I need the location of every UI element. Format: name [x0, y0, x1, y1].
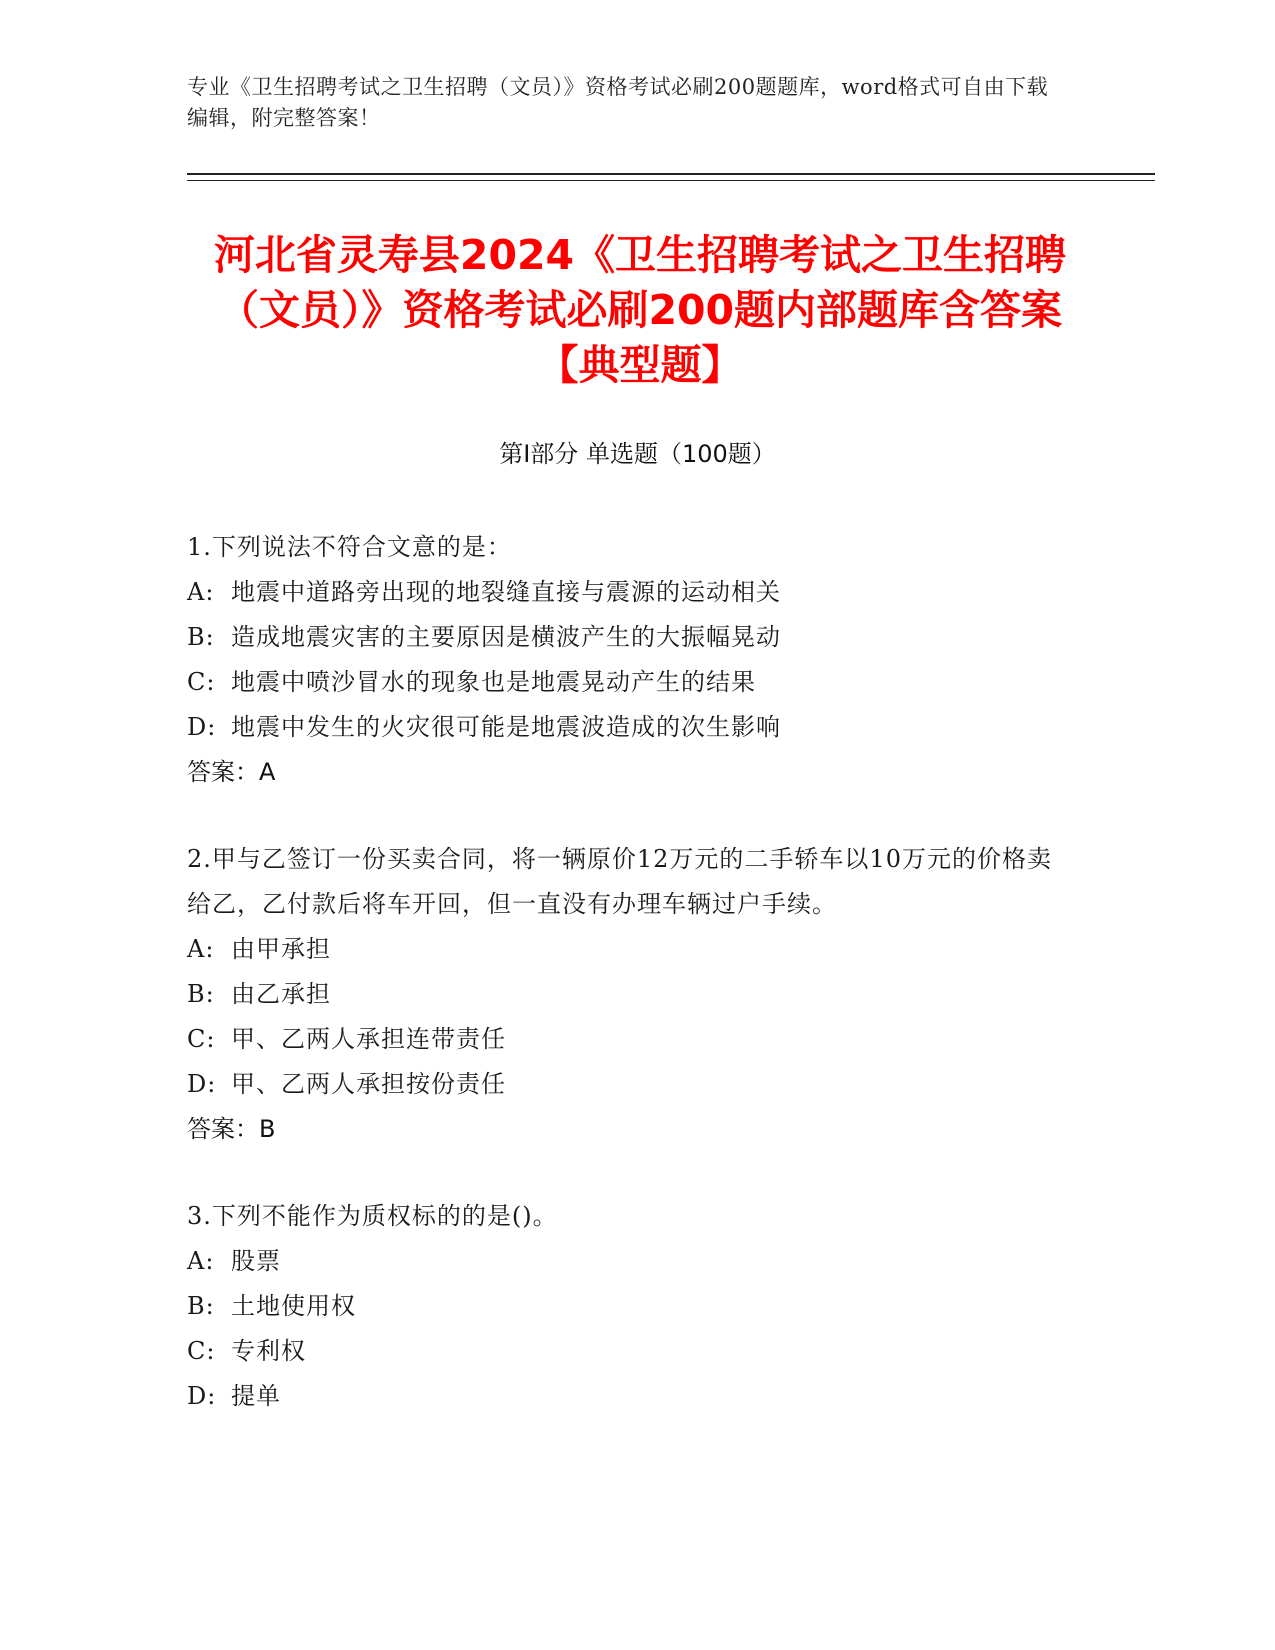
question-text: 3.下列不能作为质权标的的是()。 [187, 1202, 558, 1230]
option-a [187, 1239, 1067, 1284]
question-2 [187, 837, 1067, 1152]
question-1 [187, 525, 1067, 795]
option-text: 地震中发生的火灾很可能是地震波造成的次生影响 [231, 713, 781, 741]
option-letter: A: [187, 1247, 215, 1275]
document-title: 河北省灵寿县2024《卫生招聘考试之卫生招聘（文员）》资格考试必刷200题内部题库含答案【典型题】 [213, 231, 1067, 389]
option-letter: C: [187, 668, 216, 696]
header-note: 专业《卫生招聘考试之卫生招聘（文员）》资格考试必刷200题题库，word格式可自由下载编辑，附完整答案！ [187, 75, 1049, 130]
option-text: 股票 [231, 1247, 281, 1275]
option-letter: B: [187, 980, 215, 1008]
header-rule-thick [187, 173, 1155, 175]
header-rule-thin [187, 180, 1155, 181]
option-text: 地震中道路旁出现的地裂缝直接与震源的运动相关 [231, 578, 781, 606]
answer-value: B [259, 1115, 276, 1143]
option-text: 由甲承担 [231, 935, 331, 963]
option-b [187, 972, 1067, 1017]
option-letter: D: [187, 1382, 217, 1410]
option-letter: C: [187, 1025, 216, 1053]
option-b [187, 1284, 1067, 1329]
option-c [187, 1329, 1067, 1374]
option-letter: D: [187, 1070, 217, 1098]
option-text: 由乙承担 [231, 980, 331, 1008]
option-letter: B: [187, 1292, 215, 1320]
option-text: 土地使用权 [231, 1292, 356, 1320]
option-b [187, 615, 1067, 660]
option-c [187, 1017, 1067, 1062]
option-text: 专利权 [231, 1337, 306, 1365]
option-letter: A: [187, 935, 215, 963]
option-text: 甲、乙两人承担按份责任 [231, 1070, 506, 1098]
option-text: 地震中喷沙冒水的现象也是地震晃动产生的结果 [231, 668, 756, 696]
answer-value: A [259, 758, 276, 786]
section-heading: 第I部分 单选题（100题） [499, 440, 776, 468]
option-text: 甲、乙两人承担连带责任 [231, 1025, 506, 1053]
option-a [187, 570, 1067, 615]
answer-label: 答案： [187, 1115, 259, 1143]
option-letter: B: [187, 623, 215, 651]
answer-line [187, 750, 1067, 795]
option-d [187, 705, 1067, 750]
option-text: 造成地震灾害的主要原因是横波产生的大振幅晃动 [231, 623, 781, 651]
answer-line [187, 1107, 1067, 1152]
option-a [187, 927, 1067, 972]
option-d [187, 1062, 1067, 1107]
question-list [187, 525, 1067, 1461]
option-d [187, 1374, 1067, 1419]
option-c [187, 660, 1067, 705]
question-text: 1.下列说法不符合文意的是： [187, 533, 512, 561]
option-text: 提单 [231, 1382, 281, 1410]
question-3 [187, 1194, 1067, 1419]
option-letter: A: [187, 578, 215, 606]
option-letter: D: [187, 713, 217, 741]
option-letter: C: [187, 1337, 216, 1365]
answer-label: 答案： [187, 758, 259, 786]
question-text: 2.甲与乙签订一份买卖合同，将一辆原价12万元的二手轿车以10万元的价格卖给乙，乙付款后将车开回，但一直没有办理车辆过户手续。 [187, 845, 1052, 918]
